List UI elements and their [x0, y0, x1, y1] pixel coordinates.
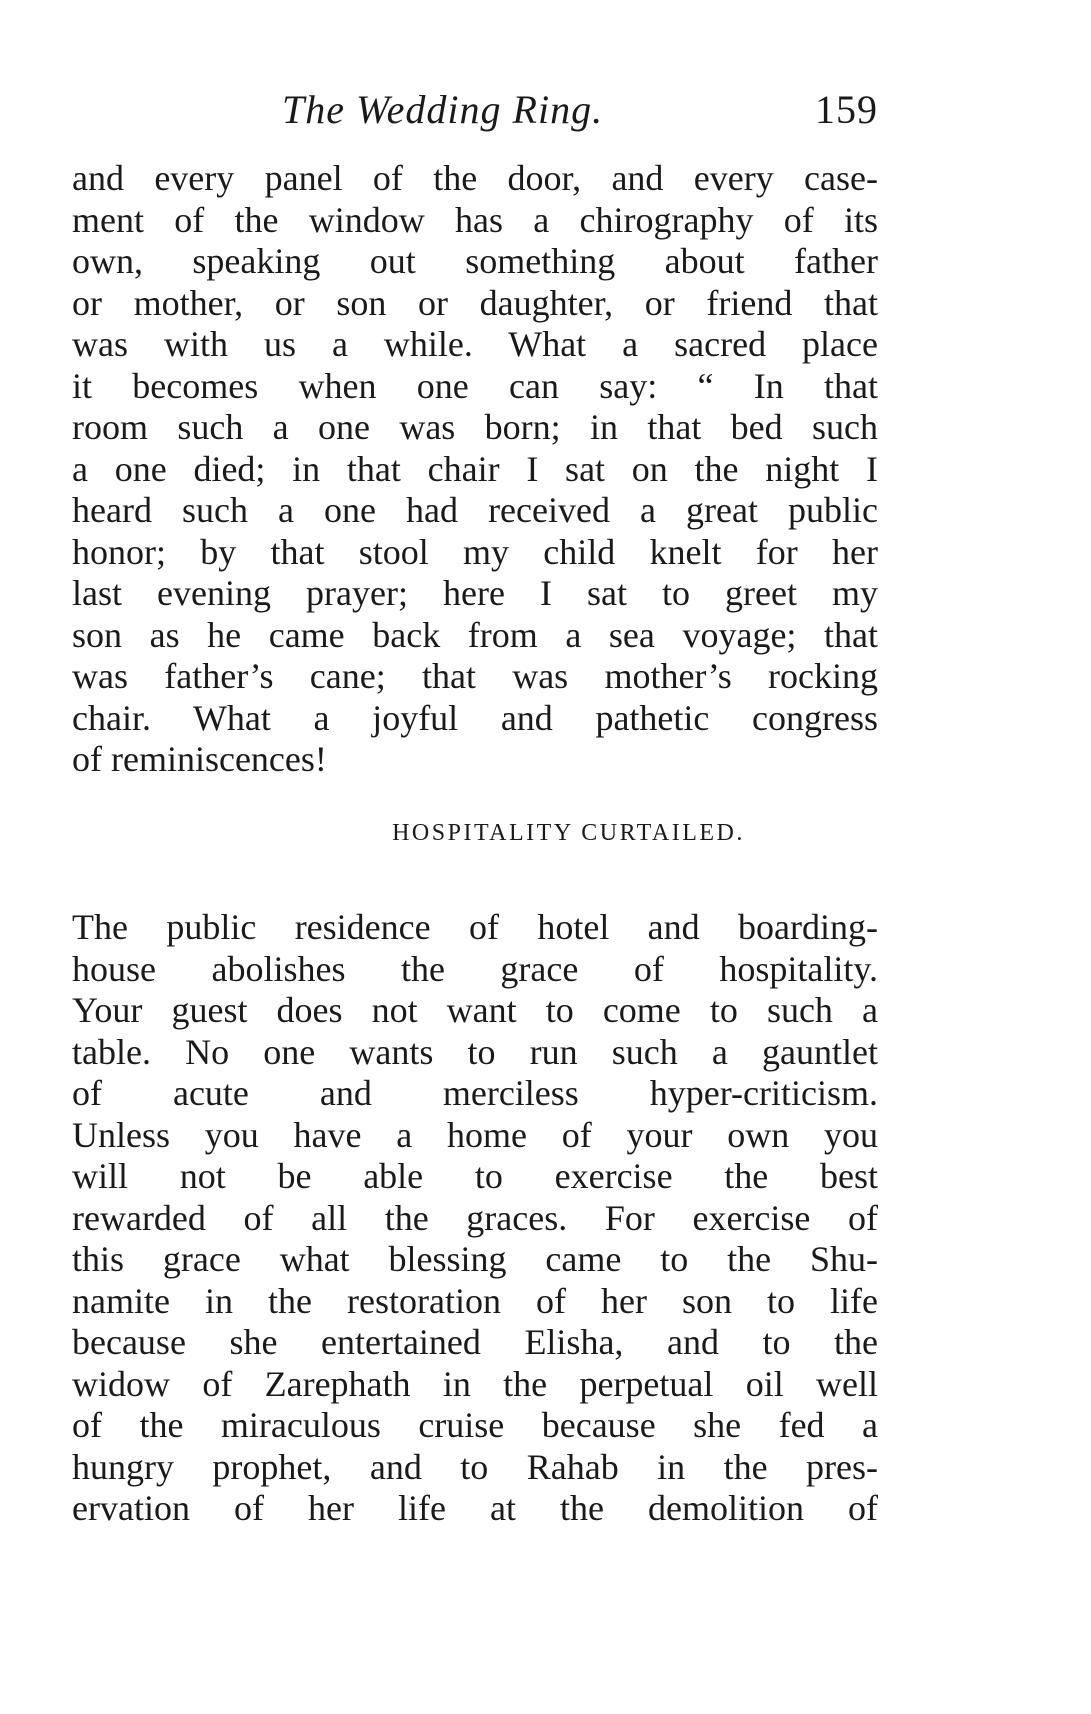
text-line: The public residence of hotel and boarding-: [72, 907, 878, 947]
text-line: own, speaking out something about father: [72, 241, 878, 281]
text-line: son as he came back from a sea voyage; that: [72, 614, 878, 655]
text-line: will not be able to exercise the best: [72, 1156, 878, 1196]
text-line: namite in the restoration of her son to life: [72, 1280, 878, 1321]
text-line: ment of the window has a chirography of its: [72, 199, 878, 240]
text-line: was with us a while. What a sacred place: [72, 324, 878, 364]
text-line: Unless you have a home of your own you: [72, 1114, 878, 1155]
text-line: of reminiscences!: [72, 739, 327, 779]
text-line: ervation of her life at the demolition of: [72, 1488, 878, 1528]
text-line: widow of Zarephath in the perpetual oil well: [72, 1363, 878, 1404]
text-line: house abolishes the grace of hospitality.: [72, 948, 878, 989]
text-line: this grace what blessing came to the Shu-: [72, 1239, 878, 1279]
text-line: last evening prayer; here I sat to greet my: [72, 573, 878, 613]
text-line: a one died; in that chair I sat on the night I: [72, 448, 878, 489]
text-line: honor; by that stool my child knelt for her: [72, 531, 878, 572]
paragraph-2: [72, 907, 878, 1530]
text-line: table. No one wants to run such a gauntlet: [72, 1031, 878, 1072]
text-line: and every panel of the door, and every case-: [72, 158, 878, 198]
text-line: rewarded of all the graces. For exercise of: [72, 1197, 878, 1238]
page-number: 159: [815, 87, 878, 132]
text-line: it becomes when one can say: “ In that: [72, 365, 878, 406]
text-line: or mother, or son or daughter, or friend that: [72, 282, 878, 323]
text-line: was father’s cane; that was mother’s rocking: [72, 656, 878, 696]
text-line: chair. What a joyful and pathetic congress: [72, 697, 878, 738]
text-line: because she entertained Elisha, and to the: [72, 1322, 878, 1362]
text-line: heard such a one had received a great public: [72, 490, 878, 530]
text-line: of acute and merciless hyper-criticism.: [72, 1073, 878, 1113]
text-line: room such a one was born; in that bed such: [72, 407, 878, 447]
paragraph-1: [72, 158, 878, 781]
text-line: of the miraculous cruise because she fed a: [72, 1405, 878, 1445]
text-line: Your guest does not want to come to such a: [72, 990, 878, 1030]
running-head: [72, 86, 878, 136]
section-heading: HOSPITALITY CURTAILED.: [392, 820, 745, 846]
text-line: hungry prophet, and to Rahab in the pres-: [72, 1446, 878, 1487]
running-title: The Wedding Ring.: [282, 87, 604, 132]
